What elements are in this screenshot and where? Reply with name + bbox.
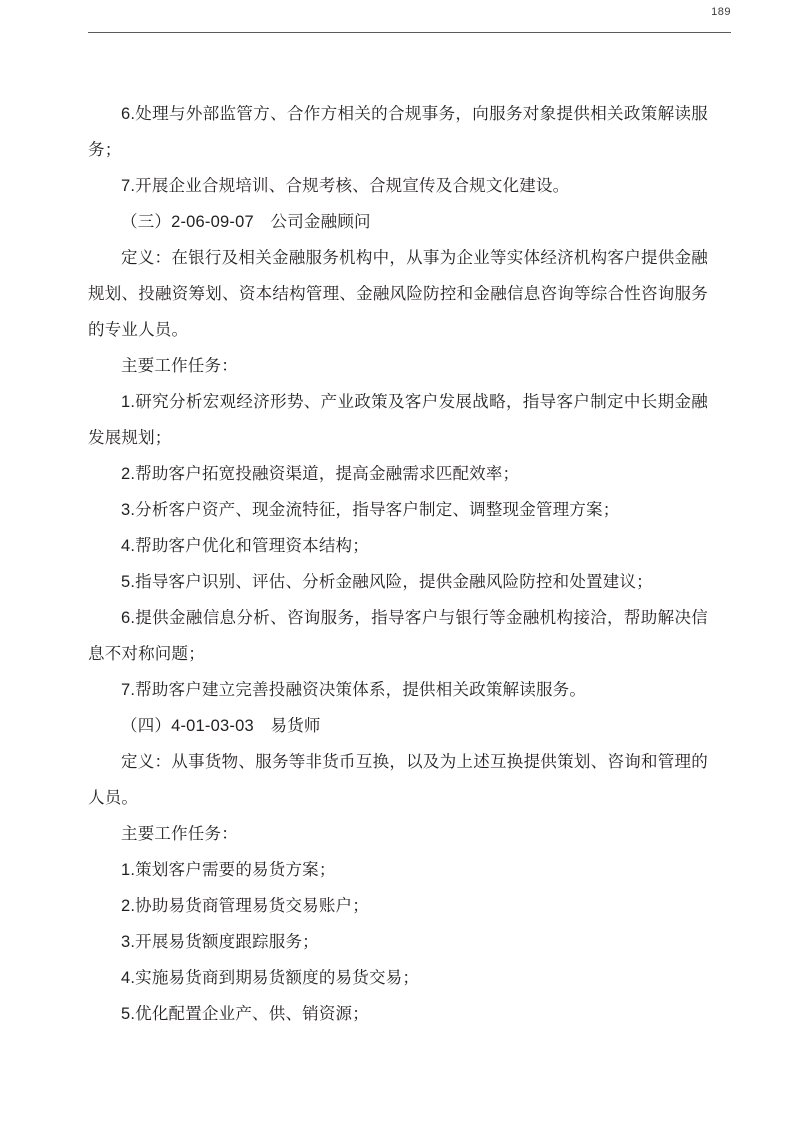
document-body: [88, 96, 708, 1032]
section-heading: （三）2-06-09-07 公司金融顾问: [121, 213, 371, 231]
paragraph: 6.提供金融信息分析、咨询服务，指导客户与银行等金融机构接洽，帮助解决信息不对称问题；: [88, 609, 708, 663]
paragraph: 7.开展企业合规培训、合规考核、合规宣传及合规文化建设。: [121, 177, 570, 195]
paragraph: 6.处理与外部监管方、合作方相关的合规事务，向服务对象提供相关政策解读服务；: [88, 105, 708, 159]
page-number: 189: [711, 6, 731, 18]
section-heading: （四）4-01-03-03 易货师: [121, 717, 321, 735]
paragraph: 定义：从事货物、服务等非货币互换，以及为上述互换提供策划、咨询和管理的人员。: [88, 753, 708, 807]
paragraph: 主要工作任务：: [121, 357, 238, 375]
paragraph: 5.指导客户识别、评估、分析金融风险，提供金融风险防控和处置建议；: [121, 573, 653, 591]
paragraph: 3.分析客户资产、现金流特征，指导客户制定、调整现金管理方案；: [121, 501, 620, 519]
paragraph: 1.研究分析宏观经济形势、产业政策及客户发展战略，指导客户制定中长期金融发展规划；: [88, 393, 708, 447]
paragraph: 5.优化配置企业产、供、销资源；: [121, 1005, 369, 1023]
paragraph: 3.开展易货额度跟踪服务；: [121, 933, 319, 951]
header-divider: [88, 32, 731, 33]
paragraph: 定义：在银行及相关金融服务机构中，从事为企业等实体经济机构客户提供金融规划、投融资筹划、资本结构管理、金融风险防控和金融信息咨询等综合性咨询服务的专业人员。: [88, 249, 708, 339]
paragraph: 2.帮助客户拓宽投融资渠道，提高金融需求匹配效率；: [121, 465, 520, 483]
paragraph: 主要工作任务：: [121, 825, 238, 843]
paragraph: 7.帮助客户建立完善投融资决策体系，提供相关政策解读服务。: [121, 681, 587, 699]
paragraph: 1.策划客户需要的易货方案；: [121, 861, 336, 879]
paragraph: 4.帮助客户优化和管理资本结构；: [121, 537, 369, 555]
paragraph: 4.实施易货商到期易货额度的易货交易；: [121, 969, 420, 987]
paragraph: 2.协助易货商管理易货交易账户；: [121, 897, 369, 915]
